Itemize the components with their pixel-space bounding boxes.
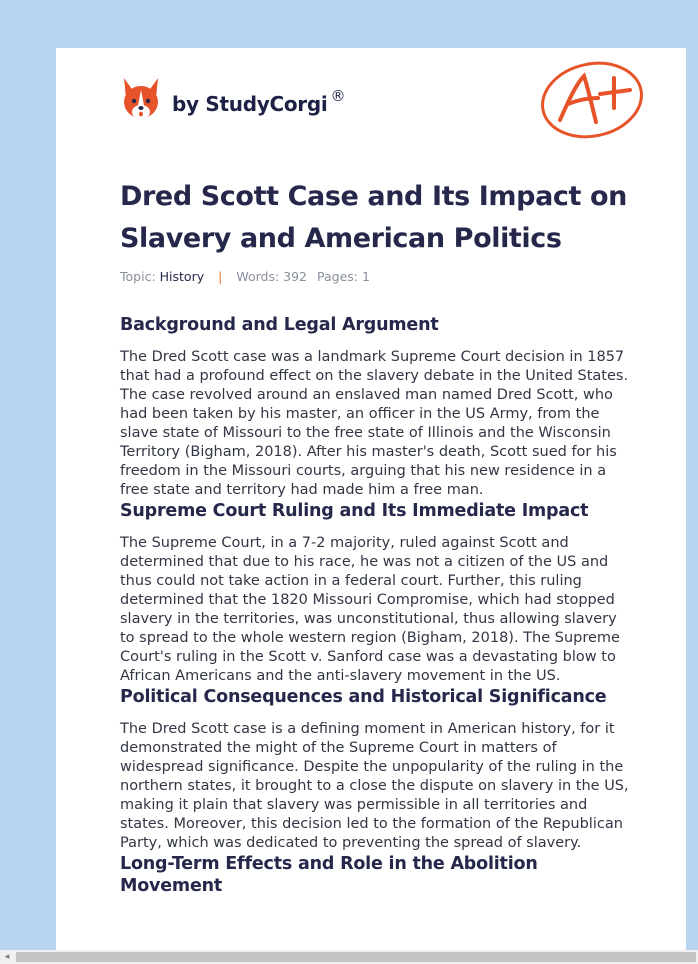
- article-title: Dred Scott Case and Its Impact on Slavery and American Politics: [120, 181, 627, 254]
- article-body: [120, 314, 632, 897]
- section-heading: Political Consequences and Historical Significance: [120, 687, 607, 707]
- brand-header[interactable]: [120, 76, 345, 122]
- registered-mark: ®: [330, 87, 346, 105]
- section-heading: Background and Legal Argument: [120, 315, 439, 335]
- topic-link[interactable]: History: [159, 269, 205, 284]
- pages-count: 1: [361, 269, 370, 284]
- words-count: 392: [283, 269, 308, 284]
- section-paragraph: The Dred Scott case is a defining moment in American history, for it demonstrated the might of the Supreme Court in matters of widespread significance. Despite the unpopularity of the ruling in the northern states, it brought to a close the dispute on slavery in the US, making it plain that slavery was permissible in all territories and states. Moreover, this decision led to the formation of the Republican Party, which was dedicated to preventing the spread of slavery.: [120, 721, 629, 851]
- a-plus-grade-icon: [538, 58, 648, 140]
- section-paragraph: The Dred Scott case was a landmark Supreme Court decision in 1857 that had a profound effect on the slavery debate in the United States. The case revolved around an enslaved man named Dred Scott, who had been taken by his master, an officer in the US Army, from the slave state of Missouri to the free state of Illinois and the Wisconsin Territory (Bigham, 2018). After his master's death, Scott sued for his freedom in the Missouri courts, arguing that his new residence in a free state and territory had made him a free man.: [120, 349, 629, 498]
- article-meta: [120, 269, 370, 284]
- scroll-left-arrow-icon[interactable]: ◂: [4, 952, 10, 962]
- topic-label: Topic:: [120, 269, 156, 284]
- meta-separator: |: [218, 269, 223, 284]
- document-page: [56, 48, 686, 950]
- scrollbar-thumb[interactable]: [16, 952, 696, 962]
- section-heading: Supreme Court Ruling and Its Immediate Impact: [120, 501, 589, 521]
- corgi-logo-icon: [120, 76, 162, 122]
- section-heading: Long-Term Effects and Role in the Abolition Movement: [120, 854, 538, 896]
- brand-name: by StudyCorgi ®: [172, 87, 346, 116]
- words-label: Words:: [236, 269, 280, 284]
- section-paragraph: The Supreme Court, in a 7-2 majority, ruled against Scott and determined that due to his race, he was not a citizen of the US and thus could not take action in a federal court. Further, this ruling determined that the 1820 Missouri Compromise, which had stopped slavery in the territories, was unconstitutional, thus allowing slavery to spread to the whole western region (Bigham, 2018). The Supreme Court's ruling in the Scott v. Sanford case was a devastating blow to African Americans and the anti-slavery movement in the US.: [120, 535, 620, 684]
- horizontal-scrollbar[interactable]: [0, 950, 698, 964]
- pages-label: Pages:: [317, 269, 358, 284]
